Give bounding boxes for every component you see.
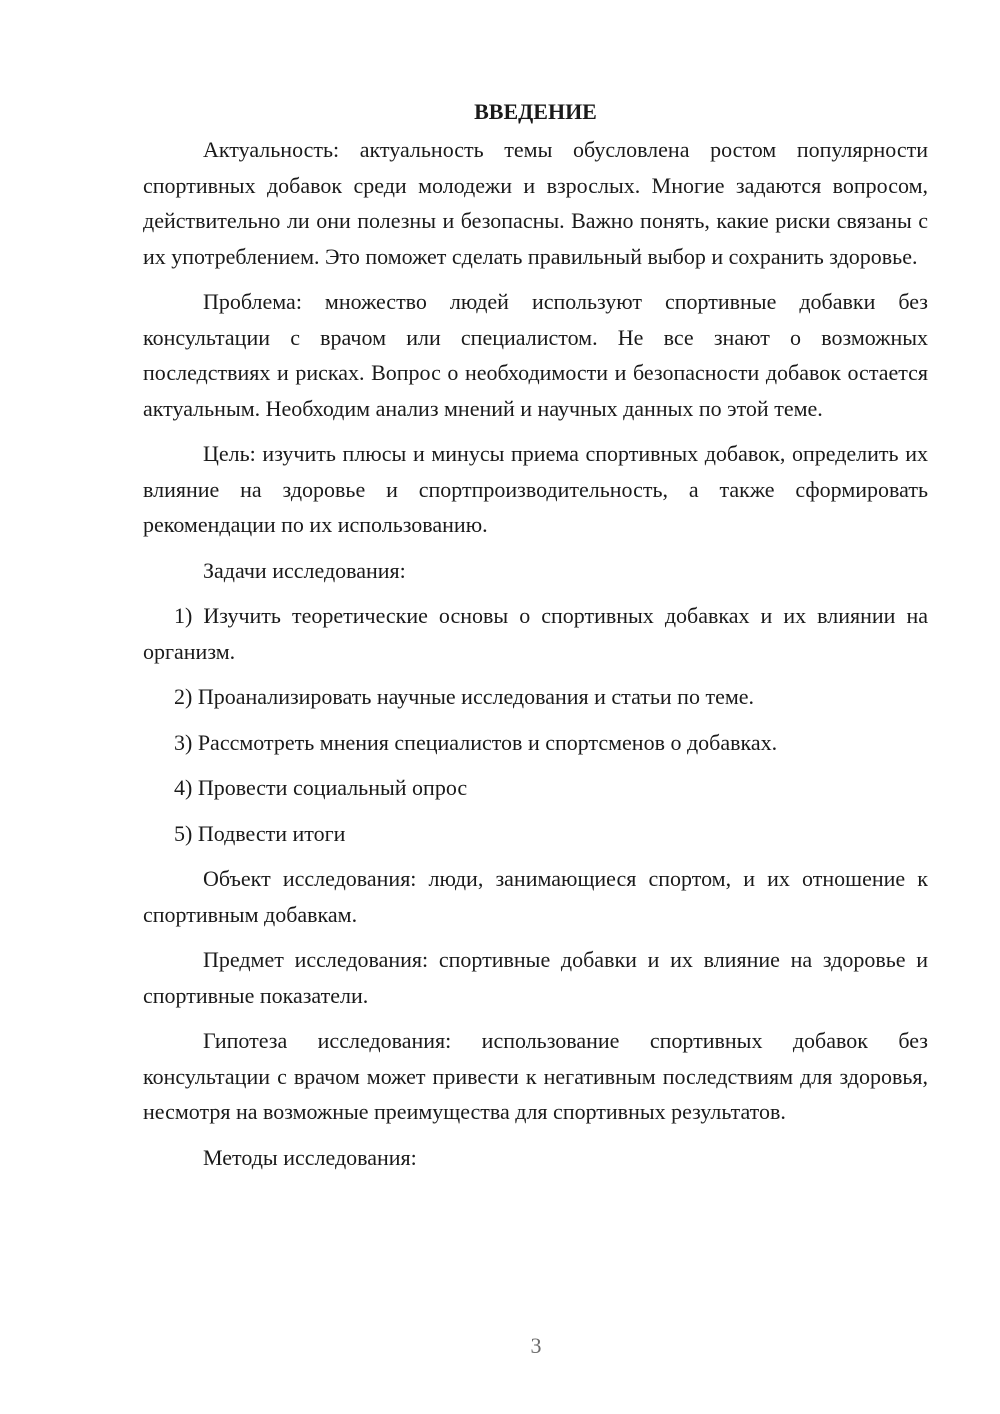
tasks-heading: Задачи исследования: [203,557,406,583]
list-item: 5) Подвести итоги [174,820,346,846]
paragraph-object: Объект исследования: люди, занимающиеся спортом, и их отношение к спортивным добавкам. [143,866,928,927]
paragraph-problem: Проблема: множество людей используют спортивные добавки без консультации с врачом или специалистом. Не все знают о возможных последствиях и рисках. Вопрос о необходимости и безопасности добавок остается актуальным. Необходим анализ мнений и научных данных по этой теме. [143,289,928,421]
tasks-list [143,598,928,851]
list-item: 3) Рассмотреть мнения специалистов и спортсменов о добавках. [174,729,778,755]
list-item: 4) Провести социальный опрос [174,775,468,800]
paragraph-subject: Предмет исследования: спортивные добавки и их влияние на здоровье и спортивные показатели. [143,947,928,1008]
list-item: 1) Изучить теоретические основы о спортивных добавках и их влиянии на организм. [143,603,928,664]
page-number: 3 [530,1333,542,1358]
text-column [143,95,928,1175]
paragraph-relevance: Актуальность: актуальность темы обусловлена ростом популярности спортивных добавок среди молодежи и взрослых. Многие задаются вопросом, действительно ли они полезны и безопасны. Важно понять, какие риски связаны с их употреблением. Это поможет сделать правильный выбор и сохранить здоровье. [143,137,928,269]
page-title: ВВЕДЕНИЕ [474,99,597,124]
methods-heading: Методы исследования: [203,1144,417,1170]
list-item: 2) Проанализировать научные исследования и статьи по теме. [174,684,755,709]
paragraph-goal: Цель: изучить плюсы и минусы приема спортивных добавок, определить их влияние на здоровье и спортпроизводительность, а также сформировать рекомендации по их использованию. [143,441,928,537]
paragraph-hypothesis: Гипотеза исследования: использование спортивных добавок без консультации с врачом может привести к негативным последствиям для здоровья, несмотря на возможные преимущества для спортивных результатов. [143,1028,928,1124]
